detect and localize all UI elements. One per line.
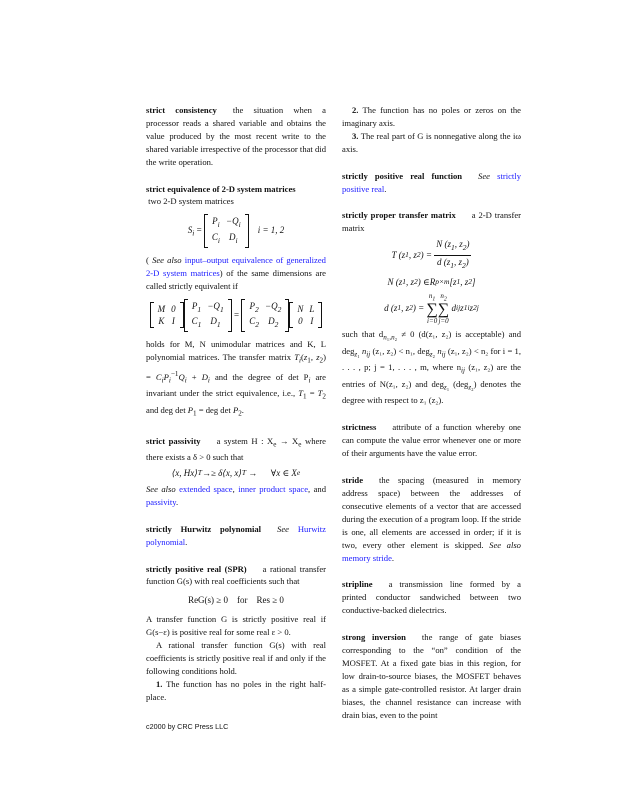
term-strong-inversion: strong inversion xyxy=(342,632,406,643)
term-strict-equivalence: strict equivalence of 2-D system matrices xyxy=(146,183,296,194)
entry-spr-conditions: 2. The function has no poles or zeros on the imaginary axis. 3. The real part of G is nonnegative along the iω axis. xyxy=(342,105,522,154)
term-strict-consistency: strict consistency xyxy=(146,105,217,115)
entry-strict-equivalence: strict equivalence of 2-D system matrices two 2-D system matrices $S_i$ = $P_i$ $-Q_i$ $C_i$ $D_i$ i = 1, 2 ( See also input–output equivalence of generalized 2-D system matrices) of the same dimensions are called strictly equivalent if M 0 K I $P_1$ $-Q_1$ $C_1$ $D_1$ = $P_2$ $-Q_2$ $C_2$ $D_2$ N L 0 I holds for M, N unimodular matrices and K, L polynomial matrices. The transfer matrix $T_i(z_1$, $z_2) = C_iP_i^{-1}Q_i + D_i$ and the degree of $\det P_i$ are invariant under the strict equivalence, i.e., $T_1 = T_2$ and deg $\det P_1$ = deg $\det P_2$. xyxy=(146,183,326,418)
term-stripline: stripline xyxy=(342,579,373,590)
entry-stripline: stripline a transmission line formed by a printed conductor sandwiched between two conductive-backed dielectrics. xyxy=(342,579,521,616)
equation-strict-passivity: ⟨x, Hx⟩ T →≥ δ⟨x, x⟩ T → ∀x ∈ X e xyxy=(171,468,301,479)
equation-denominator-sum: d (z 1 , z 2 ) = $n_1$ ∑ i=0 $n_2$ ∑ j=0 d ij z 1 i z 2 j xyxy=(384,291,479,325)
term-strictly-hurwitz: strictly Hurwitz polynomial xyxy=(146,523,262,534)
entry-strictness: strictness attribute of a function whereby one can compute the value error whenever one or more of their arguments have the value error. xyxy=(342,422,521,459)
link-strictly-positive-real[interactable]: strictly positive real xyxy=(342,170,521,194)
entry-spr: strictly positive real (SPR) a rational transfer function G(s) with real coefficients such that ReG(s) ≥ 0 for Res ≥ 0 A transfer function G is strictly positive real if G(s−ε) is positive real for some real ε > 0. A rational transfer function G(s) with real coefficients is strictly positive real if and only if the following conditions hold. 1. The function has no poles in the right half-place. xyxy=(146,563,326,702)
entry-strictly-proper-transfer-matrix: strictly proper transfer matrix a 2-D transfer matrix T (z 1 , z 2 ) = $\frac{N (z_1, z_2)}{d (z_1, z_2)}$ N (z 1 , z 2 ) ∈ R p×m [z 1 , z 2 ] d (z 1 , z 2 ) = $n_1$ ∑ i=0 $n_2$ ∑ j=0 d ij z 1 i z 2 j such that $d_{n_1,n_2} \ne 0$ (d(z₁, z₂) is acceptable) and deg$_{z_1}$ $n_{ij}$ (z₁, z₂) < n₁, deg$_{z_2}$ $n_{ij}$ (z₁, z₂) < n₂ for i = 1, . . . , p; j = 1, . . . , m, where $n_{ij}$ (z₁, z₂) are the entries of N(z₁, z₂) and deg$_{z_1}$ (deg$_{z_2}$) denotes the degree with respect to z₁ (z₂). xyxy=(342,210,522,406)
link-inner-product-space[interactable]: inner product space xyxy=(238,483,309,494)
term-strictness: strictness xyxy=(342,422,377,433)
entry-strong-inversion: strong inversion the range of gate biases corresponding to the “on” condition of the MOSFET. At a fixed gate bias in this region, for low drain-to-source biases, the MOSFET behaves as a simple gate-controlled resistor. At larger drain biases, the channel resistance can increase with drain bias, even to the point xyxy=(342,632,521,720)
link-hurwitz-polynomial[interactable]: Hurwitz polynomial xyxy=(146,523,326,547)
term-spr: strictly positive real (SPR) xyxy=(146,563,247,574)
def-strict-equivalence: two 2-D system matrices xyxy=(148,196,234,207)
equation-system-matrix: $S_i$ = $P_i$ $-Q_i$ $C_i$ $D_i$ i = 1, 2 xyxy=(146,214,326,248)
equation-numerator-ring: N (z 1 , z 2 ) ∈ R p×m [z 1 , z 2 ] xyxy=(387,276,476,287)
term-strict-passivity: strict passivity xyxy=(146,435,201,446)
page-footer: c2000 by CRC Press LLC xyxy=(146,722,229,731)
right-column xyxy=(342,104,521,735)
matrix-si: $P_i$ $-Q_i$ $C_i$ $D_i$ xyxy=(204,214,249,248)
left-column xyxy=(146,104,326,718)
equation-spr: ReG(s) ≥ 0 for Res ≥ 0 xyxy=(188,595,284,606)
entry-strict-consistency xyxy=(146,104,326,169)
entry-strict-passivity: strict passivity a system H : $X_e \to X_e$ where there exists a δ > 0 such that ⟨x, Hx⟩ T →≥ δ⟨x, x⟩ T → ∀x ∈ X e See also extended space, inner product space, and passivity. xyxy=(146,435,326,507)
link-extended-space[interactable]: extended space xyxy=(179,483,233,494)
entry-strictly-positive-real-function: strictly positive real function See strictly positive real. xyxy=(342,170,521,194)
def-strict-consistency: the situation when a processor reads a shared variable and obtains the value produced by the most recent write to the shared variable irrespective of the processor that did the write operation. xyxy=(146,105,326,167)
entry-stride: stride the spacing (measured in memory address space) between the addresses of consecutive elements of a vector that are accessed during the execution of a program loop. If the stride is one, all elements are accessed in order; if it is two, every other element is skipped. See also memory stride. xyxy=(342,475,521,563)
term-stride: stride xyxy=(342,475,364,486)
term-sptm: strictly proper transfer matrix xyxy=(342,210,456,221)
entry-strictly-hurwitz: strictly Hurwitz polynomial See Hurwitz polynomial. xyxy=(146,523,326,547)
equation-strict-equivalence: M 0 K I $P_1$ $-Q_1$ $C_1$ $D_1$ = $P_2$ $-Q_2$ $C_2$ $D_2$ N L 0 I xyxy=(146,299,326,333)
equation-transfer-matrix: T (z 1 , z 2 ) = $\frac{N (z_1, z_2)}{d (z_1, z_2)}$ xyxy=(391,239,470,270)
link-memory-stride[interactable]: memory stride xyxy=(342,552,392,563)
term-sprf: strictly positive real function xyxy=(342,170,463,181)
link-input-output-equivalence[interactable]: input–output equivalence of generalized 2-D system matrices xyxy=(146,254,326,278)
link-passivity[interactable]: passivity xyxy=(146,496,176,507)
